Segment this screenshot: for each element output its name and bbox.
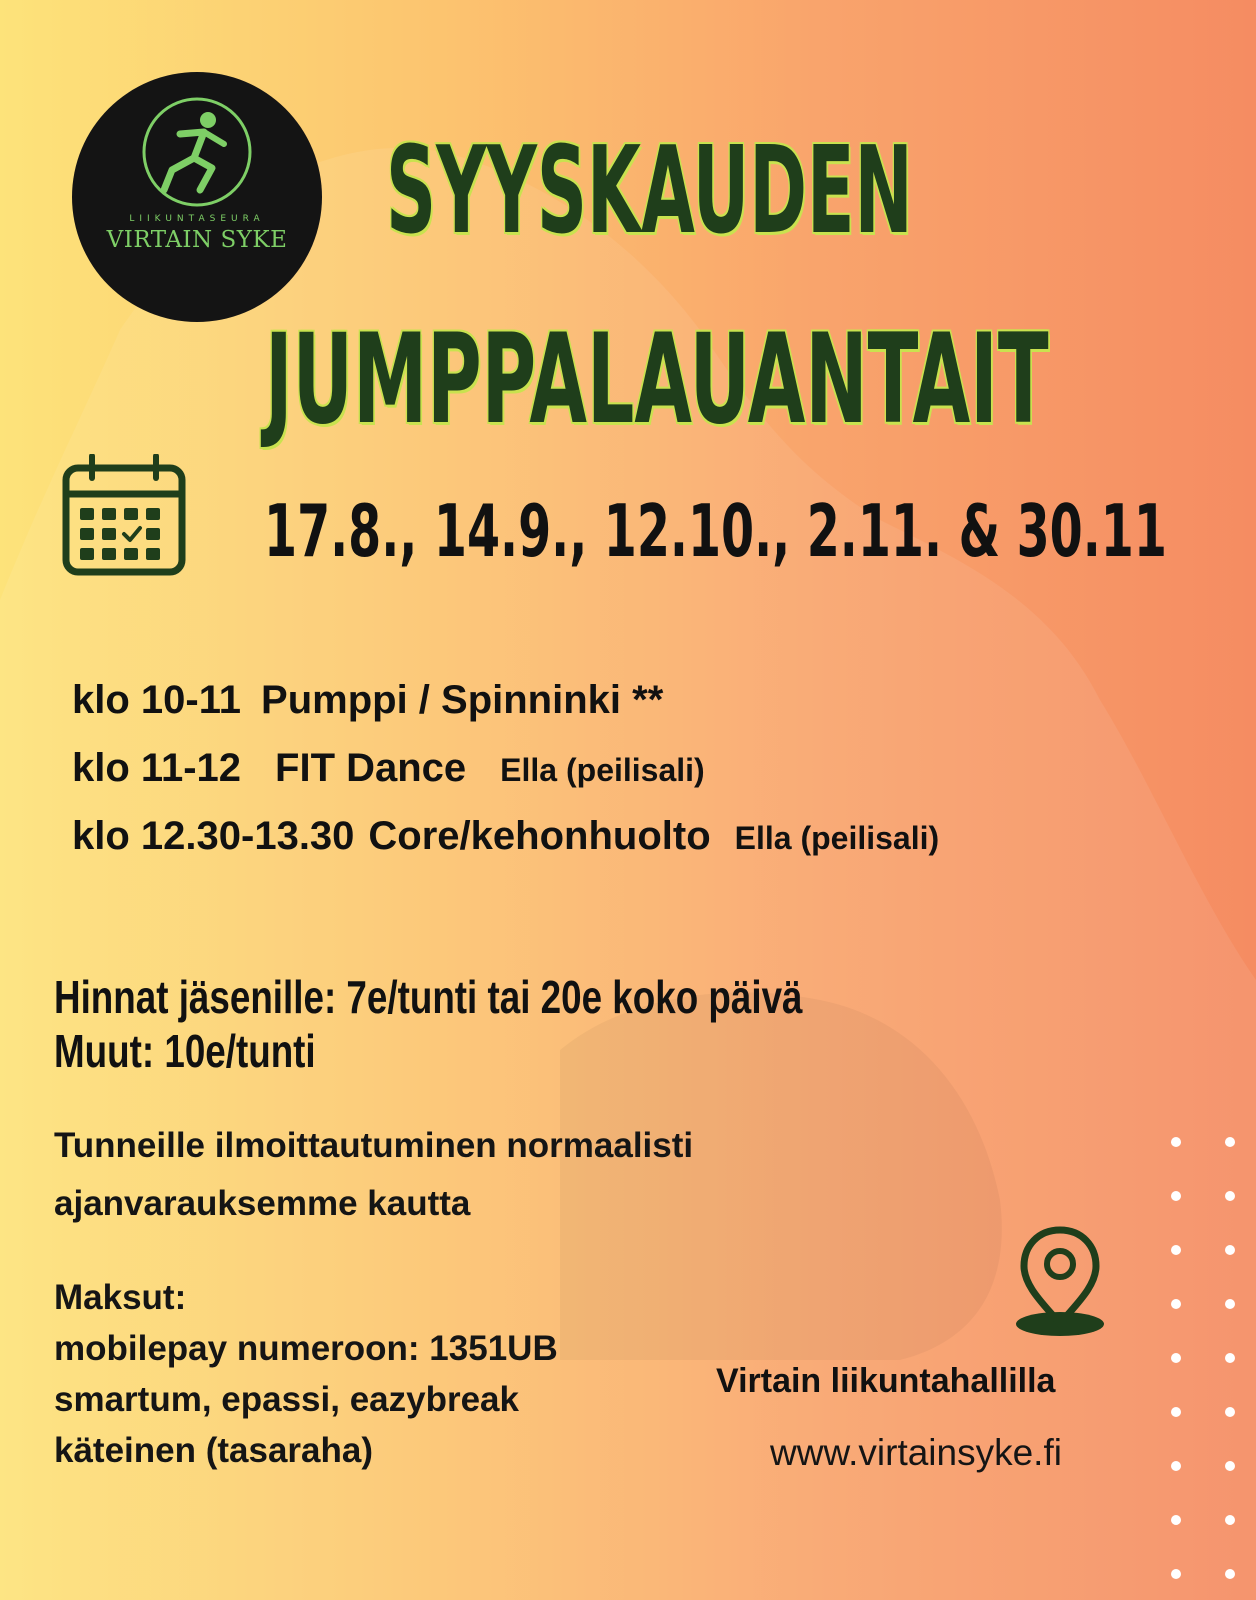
location-pin-icon [1010, 1224, 1110, 1340]
website-link[interactable]: www.virtainsyke.fi [770, 1432, 1062, 1473]
running-figure-icon [72, 72, 322, 322]
schedule-row [72, 678, 939, 746]
class-instructor-room: Ella (peilisali) [734, 820, 940, 856]
calendar-icon [62, 454, 186, 578]
other-price: Muut: 10e/tunti [54, 1025, 316, 1077]
class-time: klo 12.30-13.30 [72, 814, 355, 858]
logo-name: VIRTAIN SYKE [106, 227, 288, 253]
logo-subtitle: LIIKUNTASEURA [129, 214, 265, 224]
class-time: klo 11-12 [72, 746, 242, 790]
location-text: Virtain liikuntahallilla [716, 1362, 1056, 1400]
payment-info [54, 1272, 558, 1476]
class-name: Core/kehonhuolto [368, 814, 711, 858]
payment-method: smartum, epassi, eazybreak [54, 1380, 519, 1419]
schedule-row [72, 746, 939, 814]
payment-method: mobilepay numeroon: 1351UB [54, 1329, 558, 1368]
title-line-1: SYYSKAUDEN [386, 122, 913, 261]
class-name: Pumppi / Spinninki ** [261, 678, 664, 722]
member-price: Hinnat jäsenille: 7e/tunti tai 20e koko päivä [54, 971, 803, 1023]
decorative-dot-grid [1166, 1132, 1246, 1592]
payment-heading: Maksut: [54, 1278, 187, 1317]
registration-line-1: Tunneille ilmoittautuminen normaalisti [54, 1126, 694, 1165]
payment-method: käteinen (tasaraha) [54, 1431, 374, 1470]
class-name: FIT Dance [275, 746, 467, 790]
event-dates: 17.8., 14.9., 12.10., 2.11. & 30.11 [264, 489, 1167, 573]
club-logo [72, 72, 322, 322]
class-schedule [72, 678, 939, 882]
registration-line-2: ajanvarauksemme kautta [54, 1184, 471, 1223]
price-info [54, 970, 803, 1078]
class-time: klo 10-11 [72, 678, 242, 722]
schedule-row [72, 814, 939, 882]
class-instructor-room: Ella (peilisali) [500, 752, 705, 788]
title-line-2: JUMPPALAUANTAIT [265, 308, 1049, 452]
registration-info [54, 1117, 693, 1233]
